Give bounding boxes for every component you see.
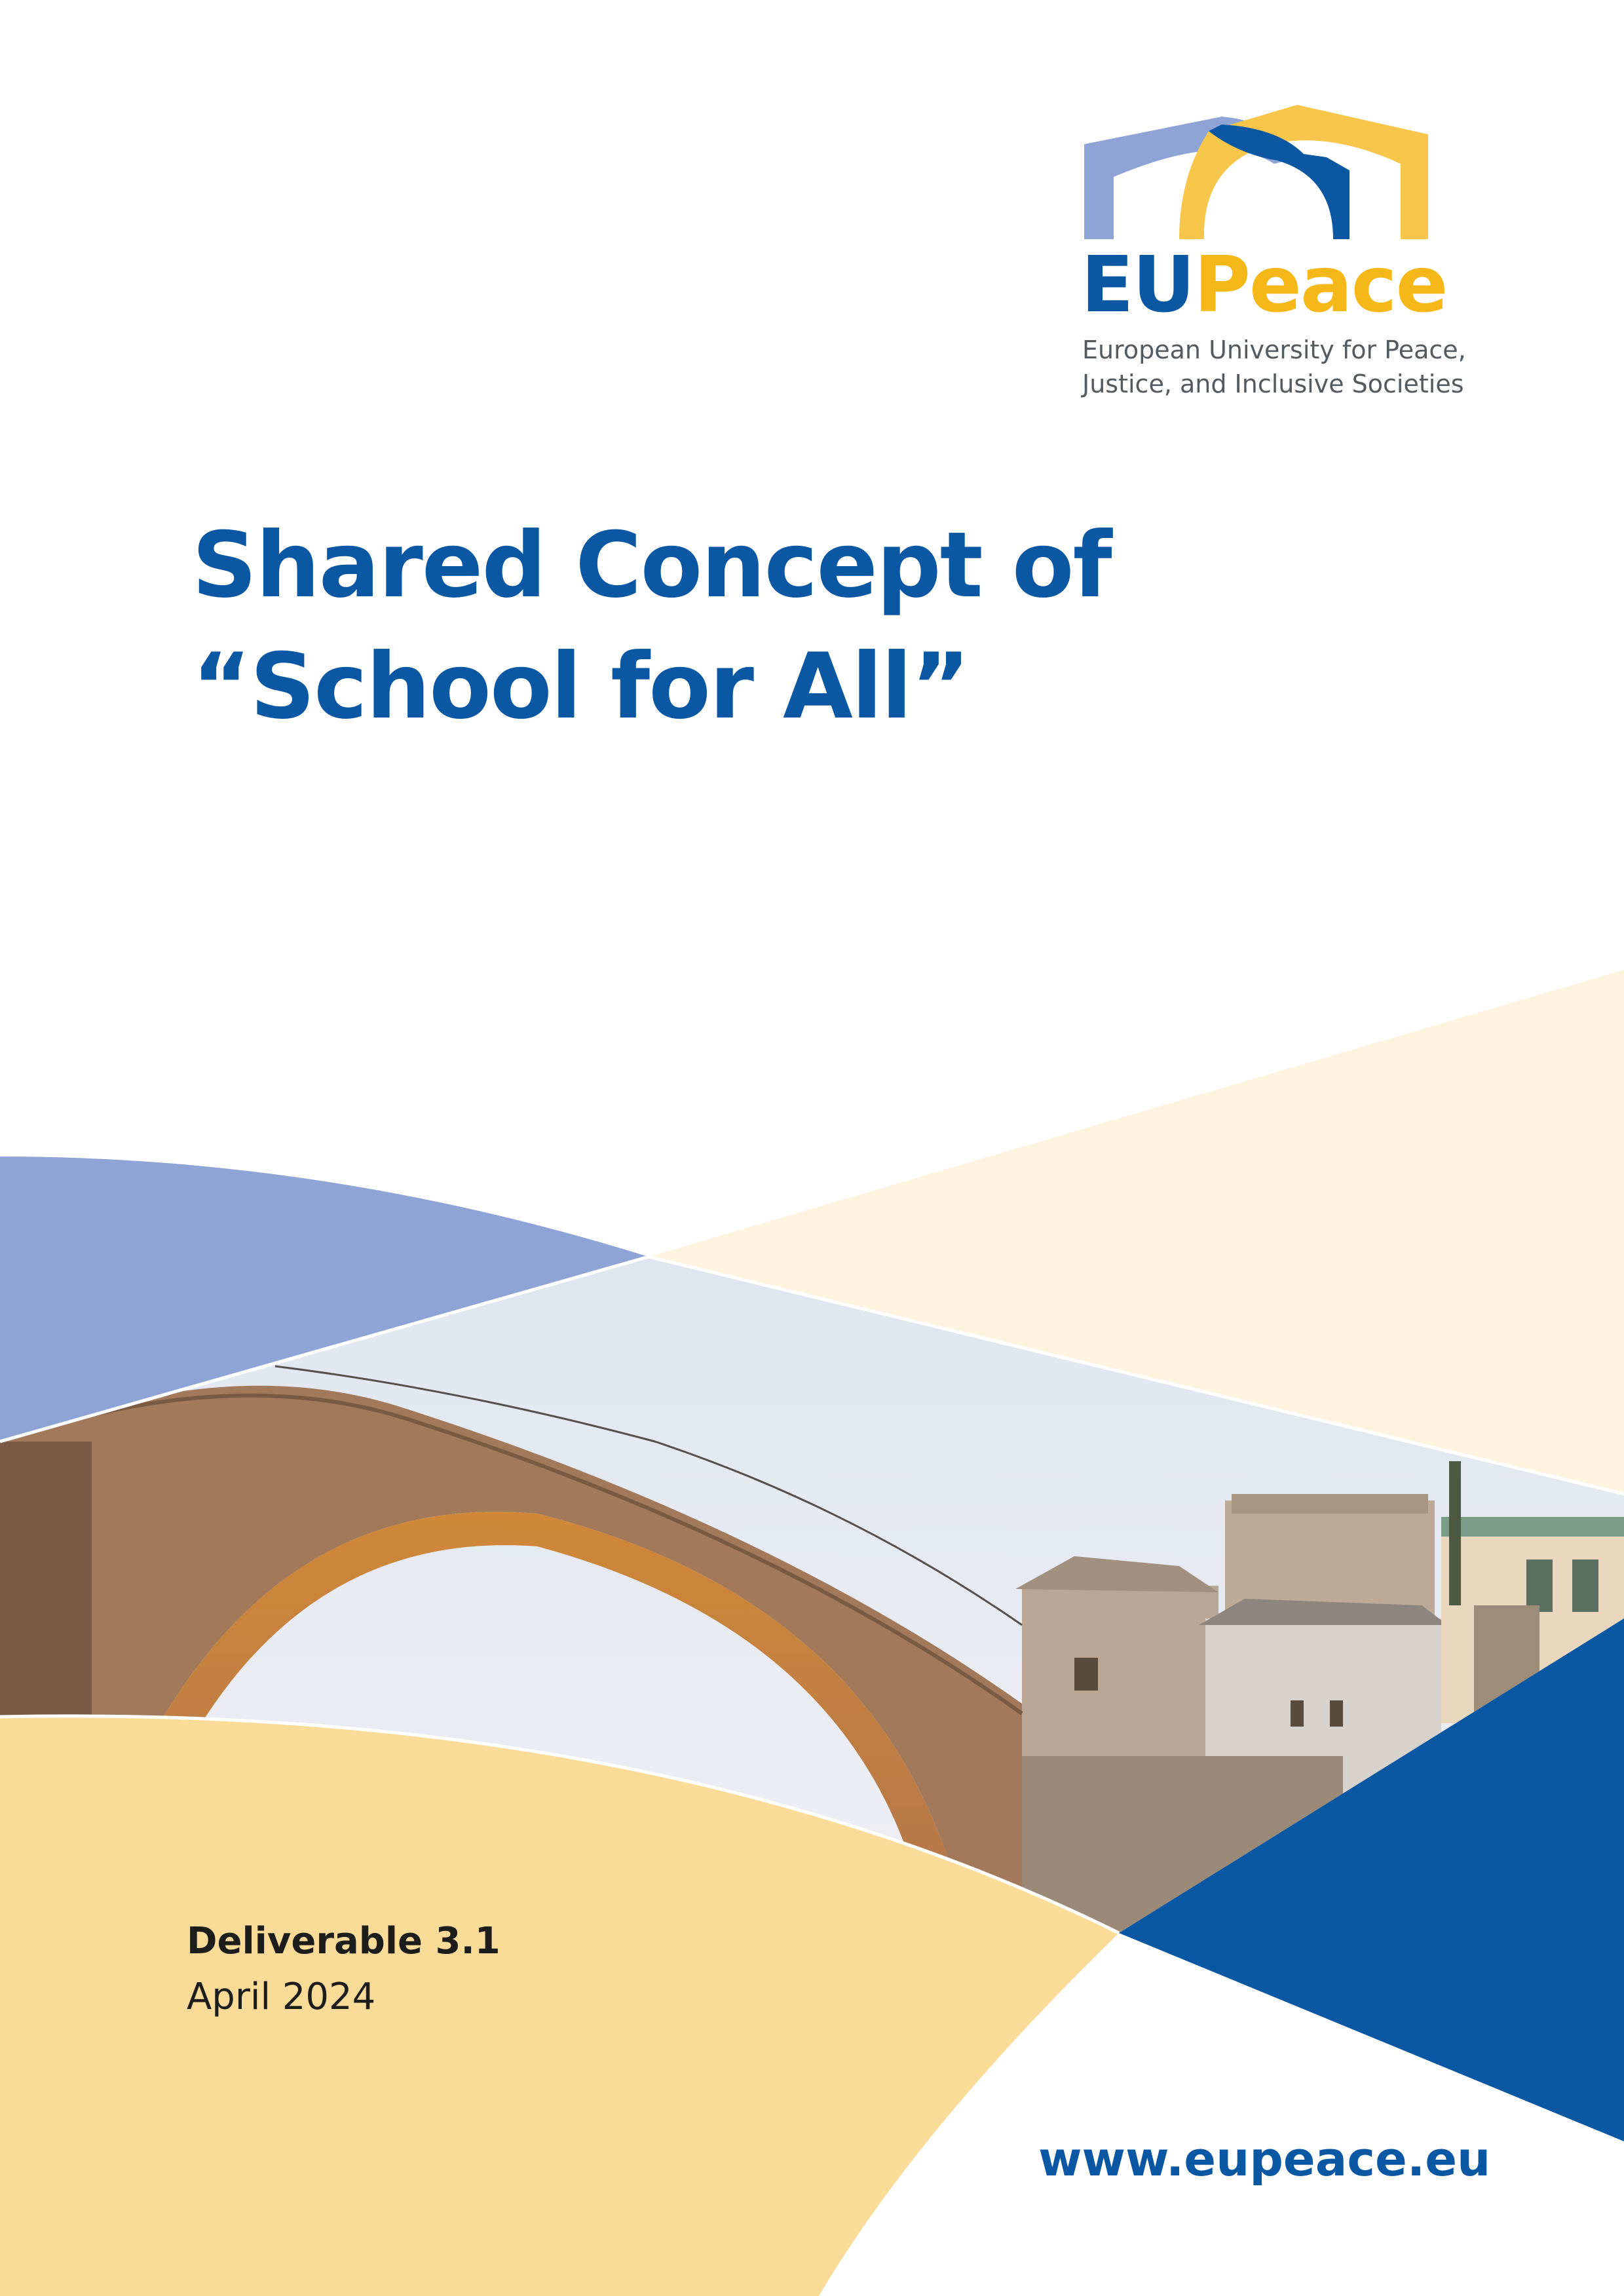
logo-eu-text: EU	[1081, 239, 1194, 330]
logo-peace-text: Peace	[1194, 239, 1447, 330]
logo-wordmark	[1081, 239, 1447, 330]
publication-date: April 2024	[187, 1976, 376, 2018]
logo-tagline-line1: European University for Peace,	[1082, 335, 1466, 364]
logo-tagline	[1082, 333, 1466, 401]
website-link[interactable]: www.eupeace.eu	[1038, 2132, 1491, 2187]
deliverable-number: Deliverable 3.1	[187, 1920, 500, 1962]
bridge-arch-icon	[1081, 105, 1435, 242]
title-line-2: “School for All”	[192, 634, 970, 739]
document-title	[192, 505, 1111, 747]
cover-artwork	[0, 963, 1624, 2296]
eupeace-logo	[1081, 105, 1466, 400]
title-line-1: Shared Concept of	[192, 512, 1111, 618]
logo-tagline-line2: Justice, and Inclusive Societies	[1082, 370, 1464, 398]
